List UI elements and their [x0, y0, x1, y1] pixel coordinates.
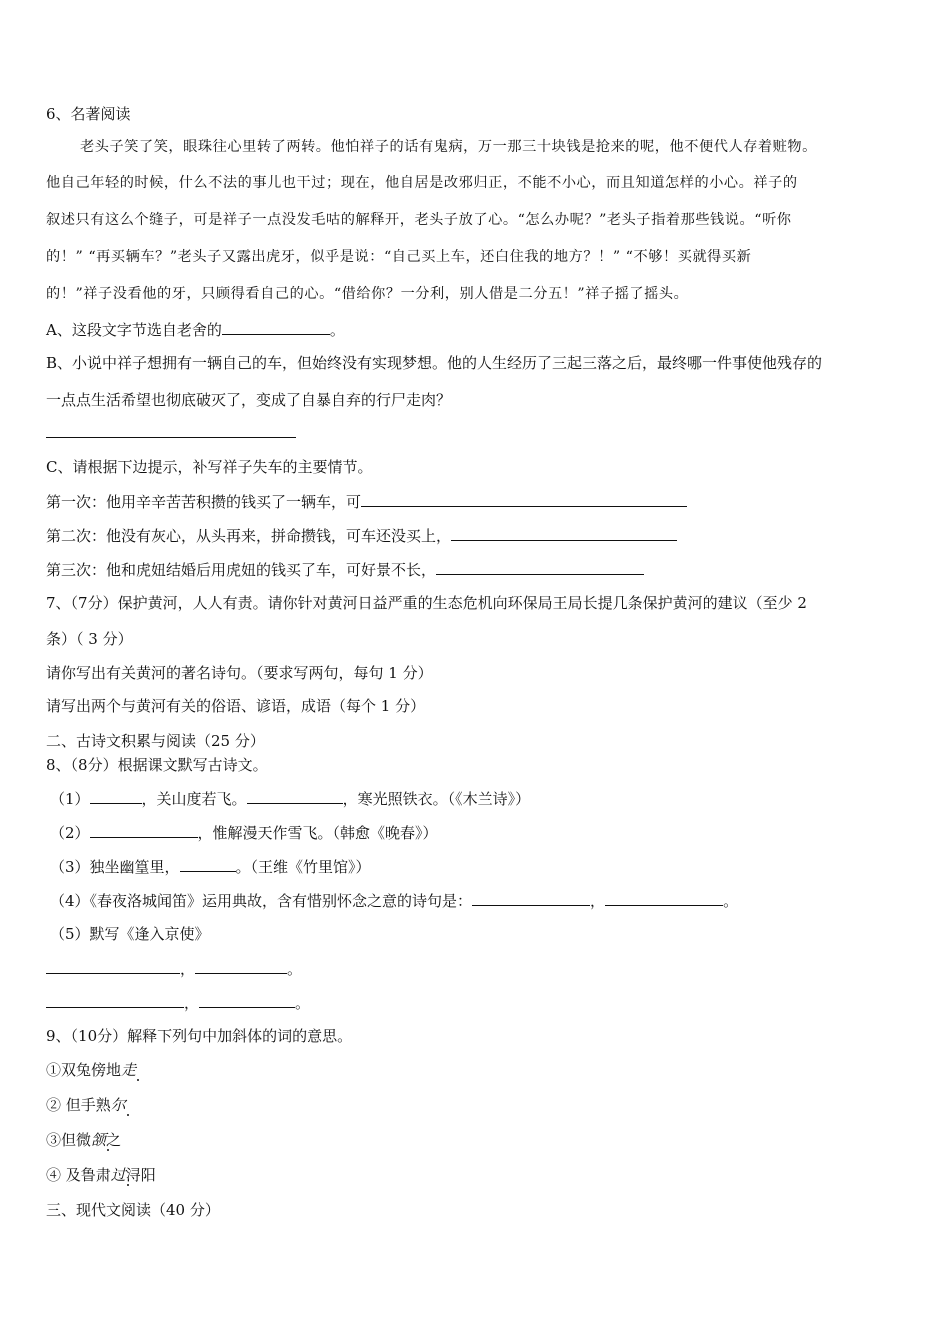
- q8-item-1-text: ，关山度若飞。: [141, 790, 247, 808]
- q8-comma: ，: [180, 960, 196, 978]
- q8-item-1-number: （1）: [50, 790, 90, 808]
- q8-item-4-comma: ，: [590, 892, 606, 910]
- q7-line-4: 请写出两个与黄河有关的俗语、谚语，成语（每个 1 分）: [46, 697, 426, 715]
- q6-part-a-end: 。: [329, 321, 345, 339]
- q8-item-2-number: （2）: [50, 824, 90, 842]
- passage-line-4: 的！” “再买辆车？”老头子又露出虎牙，似乎是说：“自己买上车，还白住我的地方？！” “不够！买就得买新: [46, 249, 752, 265]
- q9-item-3-rest: 之: [106, 1131, 122, 1149]
- q6-part-a-text: A、这段文字节选自老舍的: [46, 321, 222, 339]
- q6-second-loss: [46, 524, 677, 547]
- q6-second-loss-text: 第二次：他没有灰心，从头再来，拼命攒钱，可车还没买上，: [46, 527, 452, 545]
- section-2-title: 二、古诗文积累与阅读（25 分）: [46, 732, 265, 750]
- answer-blank[interactable]: [605, 889, 723, 906]
- q8-item-2-text: ，惟解漫天作雪飞。（韩愈《晚春》）: [197, 824, 438, 842]
- answer-blank[interactable]: [46, 991, 184, 1008]
- answer-blank[interactable]: [451, 524, 677, 541]
- passage-line-1: 老头子笑了笑，眼珠往心里转了两转。他怕祥子的话有鬼病，万一那三十块钱是抢来的呢，他不便代人存着赃物。: [80, 139, 817, 155]
- q9-item-4: [46, 1164, 156, 1186]
- answer-blank[interactable]: [90, 821, 198, 838]
- q9-item-3: [46, 1129, 121, 1151]
- answer-blank[interactable]: [247, 787, 343, 804]
- q9-item-4-rest: 浔阳: [125, 1166, 156, 1184]
- q9-item-2-word: 尔: [110, 1096, 126, 1114]
- answer-blank[interactable]: [361, 490, 687, 507]
- answer-blank[interactable]: [195, 957, 287, 974]
- q8-item-5-answer-1: [46, 957, 302, 980]
- answer-blank[interactable]: [436, 558, 644, 575]
- q8-comma: ，: [184, 994, 200, 1012]
- q7-line-1: 7、（7分）保护黄河，人人有责。请你针对黄河日益严重的生态危机向环保局王局长提几条保护黄河的建议（至少 2: [46, 594, 807, 612]
- q6-part-a: [46, 318, 345, 341]
- q6-third-loss-text: 第三次：他和虎妞结婚后用虎妞的钱买了车，可好景不长，: [46, 561, 437, 579]
- q8-item-1-source: ，寒光照铁衣。（《木兰诗》）: [342, 790, 531, 808]
- q9-item-1-word: 走: [121, 1061, 137, 1079]
- passage-line-5: 的！”祥子没看他的牙，只顾得看自己的心。“借给你？一分利，别人借是二分五！”祥子摇了摇头。: [46, 286, 689, 302]
- q9-item-2-text: ② 但手熟: [46, 1096, 111, 1114]
- passage-line-2: 他自己年轻的时候，什么不法的事儿也干过；现在，他自居是改邪归正，不能不小心，而且知道怎样的小心。祥子的: [46, 175, 798, 191]
- q8-item-3-source: 。（王维《竹里馆》）: [235, 858, 371, 876]
- q7-line-2: 条）（ 3 分）: [46, 630, 133, 648]
- q9-item-1-text: ①双兔傍地: [46, 1061, 122, 1079]
- answer-blank[interactable]: [222, 318, 330, 335]
- q8-heading: 8、（8分）根据课文默写古诗文。: [46, 756, 268, 774]
- q6-first-loss: [46, 490, 687, 513]
- answer-blank[interactable]: [472, 889, 590, 906]
- q9-item-4-word: 过: [110, 1166, 126, 1184]
- q9-item-2: [46, 1094, 126, 1116]
- q9-item-4-text: ④ 及鲁肃: [46, 1166, 111, 1184]
- answer-blank[interactable]: [180, 855, 236, 872]
- q8-item-4-text: （4）《春夜洛城闻笛》运用典故，含有惜别怀念之意的诗句是：: [50, 892, 473, 910]
- answer-blank[interactable]: [90, 787, 142, 804]
- q8-item-1: [50, 787, 530, 810]
- q6-first-loss-text: 第一次：他用辛辛苦苦积攒的钱买了一辆车，可: [46, 493, 362, 511]
- q8-item-3: [50, 855, 371, 878]
- section-3-title: 三、现代文阅读（40 分）: [46, 1201, 220, 1219]
- q6-heading: 6、名著阅读: [46, 105, 131, 123]
- answer-blank[interactable]: [46, 957, 180, 974]
- q8-item-3-text: （3）独坐幽篁里，: [50, 858, 180, 876]
- q6-part-b-line-1: B、小说中祥子想拥有一辆自己的车，但始终没有实现梦想。他的人生经历了三起三落之后，最终哪一件事使他残存的: [46, 354, 823, 372]
- q8-item-5-answer-2: [46, 991, 310, 1014]
- passage-line-3: 叙述只有这么个缝子，可是祥子一点没发毛咕的解释开，老头子放了心。“怎么办呢？”老头子指着那些钱说。“听你: [46, 212, 792, 228]
- q8-item-4: [50, 889, 738, 912]
- q8-item-4-end: 。: [723, 892, 739, 910]
- q9-item-1: [46, 1059, 136, 1081]
- q7-line-3: 请你写出有关黄河的著名诗句。（要求写两句，每句 1 分）: [46, 664, 433, 682]
- q9-heading: 9、（10分）解释下列句中加斜体的词的意思。: [46, 1027, 353, 1045]
- answer-line[interactable]: [46, 437, 296, 438]
- q6-third-loss: [46, 558, 644, 581]
- q9-item-3-word: 颔: [91, 1131, 107, 1149]
- q8-period: 。: [287, 960, 303, 978]
- q9-item-3-text: ③但微: [46, 1131, 92, 1149]
- q6-part-b-line-2: 一点点生活希望也彻底破灭了，变成了自暴自弃的行尸走肉？: [46, 391, 452, 409]
- q8-item-2: [50, 821, 438, 844]
- q8-period: 。: [295, 994, 311, 1012]
- q6-part-c: C、请根据下边提示，补写祥子失车的主要情节。: [46, 458, 373, 476]
- answer-blank[interactable]: [199, 991, 295, 1008]
- q8-item-5: （5）默写《逢入京使》: [50, 925, 210, 943]
